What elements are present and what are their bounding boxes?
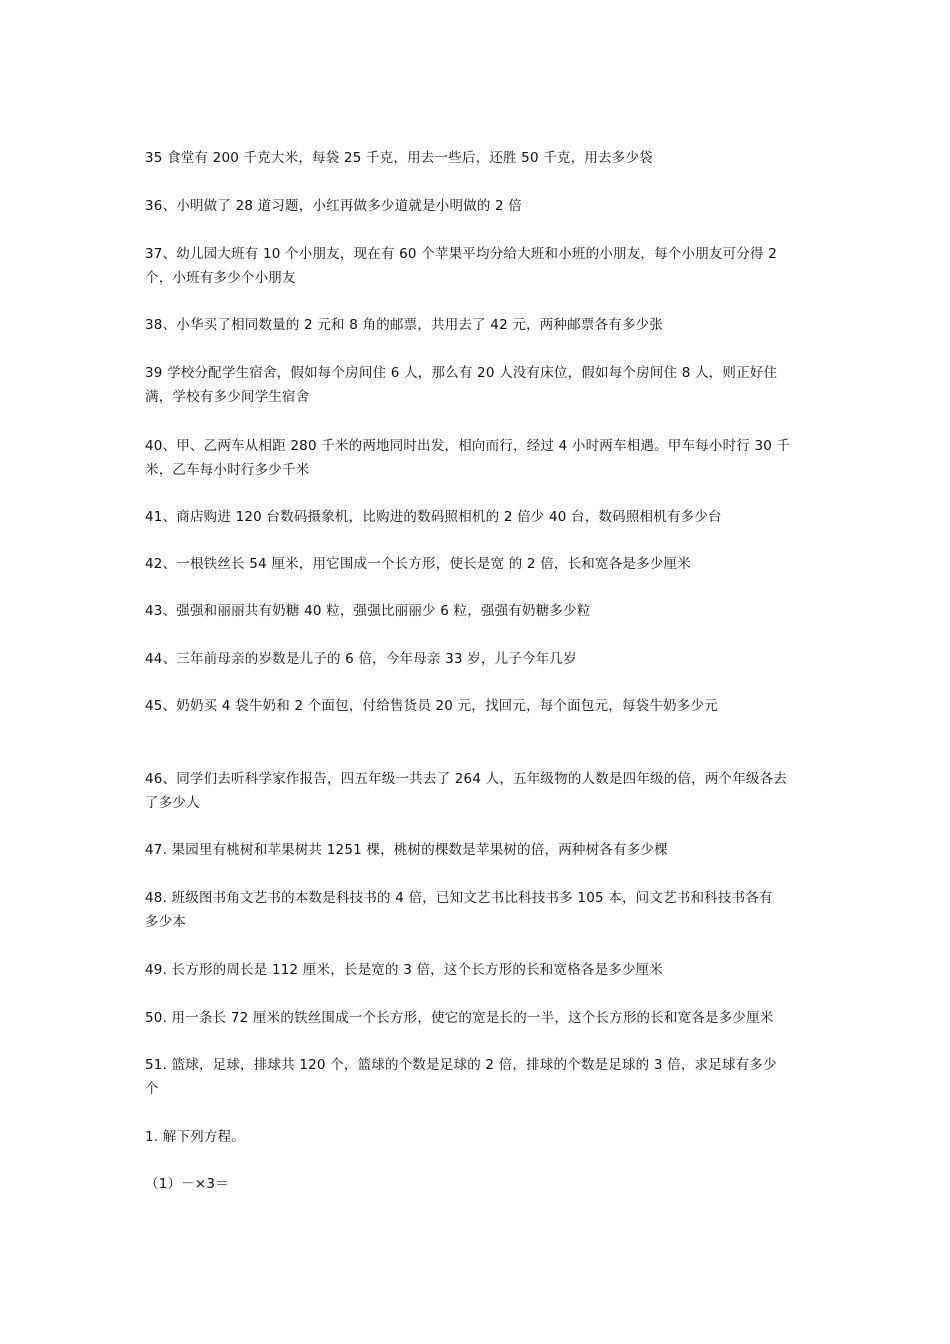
- question-36: 36、小明做了 28 道习题，小红再做多少道就是小明做的 2 倍: [145, 198, 523, 214]
- question-46-line-2: 了多少人: [145, 795, 200, 811]
- question-48-line-1: 48. 班级图书角文艺书的本数是科技书的 4 倍，已知文艺书比科技书多 105 本，问文艺书和科技书各有: [145, 890, 773, 906]
- question-41: 41、商店购进 120 台数码摄象机，比购进的数码照相机的 2 倍少 40 台，数码照相机有多少台: [145, 509, 722, 525]
- question-46-line-1: 46、同学们去听科学家作报告，四五年级一共去了 264 人，五年级物的人数是四年级的倍，两个年级各去: [145, 771, 788, 787]
- question-50: 50. 用一条长 72 厘米的铁丝围成一个长方形，使它的宽是长的一半，这个长方形的长和宽各是多少厘米: [145, 1010, 774, 1026]
- question-51-line-1: 51. 篮球，足球，排球共 120 个，篮球的个数是足球的 2 倍，排球的个数是足球的 3 倍，求足球有多少: [145, 1057, 777, 1073]
- question-37-line-1: 37、幼儿园大班有 10 个小朋友，现在有 60 个苹果平均分给大班和小班的小朋友，每个小朋友可分得 2: [145, 246, 777, 262]
- section-heading: 1. 解下列方程。: [145, 1129, 245, 1145]
- question-42: 42、一根铁丝长 54 厘米，用它围成一个长方形，使长是宽 的 2 倍，长和宽各是多少厘米: [145, 556, 691, 572]
- question-37-line-2: 个，小班有多少个小朋友: [145, 270, 296, 286]
- question-45: 45、奶奶买 4 袋牛奶和 2 个面包，付给售货员 20 元，找回元，每个面包元，每袋牛奶多少元: [145, 698, 718, 714]
- question-40-line-1: 40、甲、乙两车从相距 280 千米的两地同时出发，相向而行，经过 4 小时两车相遇。甲车每小时行 30 千: [145, 438, 791, 454]
- question-48-line-2: 多少本: [145, 914, 187, 930]
- question-49: 49. 长方形的周长是 112 厘米，长是宽的 3 倍，这个长方形的长和宽格各是多少厘米: [145, 962, 664, 978]
- question-35: 35 食堂有 200 千克大米，每袋 25 千克，用去一些后，还胜 50 千克，用去多少袋: [145, 150, 653, 166]
- question-39-line-1: 39 学校分配学生宿舍，假如每个房间住 6 人，那么有 20 人没有床位，假如每个房间住 8 人，则正好住: [145, 365, 778, 381]
- question-39-line-2: 满，学校有多少间学生宿舍: [145, 389, 310, 405]
- question-44: 44、三年前母亲的岁数是儿子的 6 倍，今年母亲 33 岁，儿子今年几岁: [145, 651, 577, 667]
- question-47: 47. 果园里有桃树和苹果树共 1251 棵，桃树的棵数是苹果树的倍，两种树各有多少棵: [145, 842, 668, 858]
- question-43: 43、强强和丽丽共有奶糖 40 粒，强强比丽丽少 6 粒，强强有奶糖多少粒: [145, 603, 591, 619]
- question-38: 38、小华买了相同数量的 2 元和 8 角的邮票，共用去了 42 元，两种邮票各有多少张: [145, 317, 664, 333]
- equation-1: （1）－×3＝: [145, 1176, 229, 1192]
- question-40-line-2: 米，乙车每小时行多少千米: [145, 462, 310, 478]
- question-51-line-2: 个: [145, 1081, 159, 1097]
